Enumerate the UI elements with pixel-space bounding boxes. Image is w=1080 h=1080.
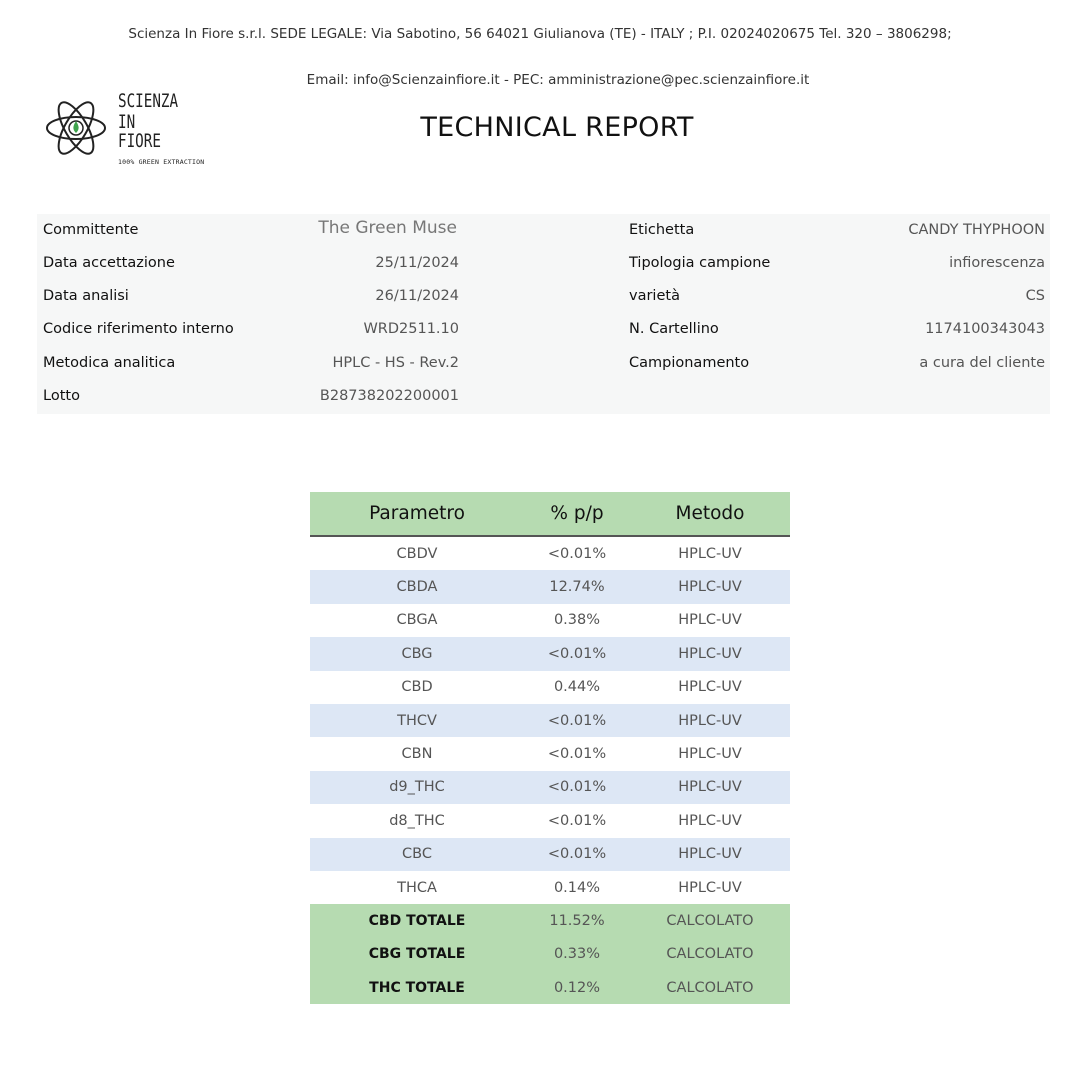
table-row xyxy=(310,838,790,871)
cell-metodo: HPLC-UV xyxy=(678,545,742,562)
cell-metodo: HPLC-UV xyxy=(630,838,790,871)
info-label-campionamento: Campionamento xyxy=(629,355,750,371)
info-label-etichetta: Etichetta xyxy=(629,222,695,238)
cell-parametro: CBG xyxy=(310,637,524,670)
info-value-tipologia: infiorescenza xyxy=(949,255,1045,271)
cell-parametro: CBD TOTALE xyxy=(310,904,524,937)
cell-parametro: THCV xyxy=(310,704,524,737)
cell-parametro: CBDA xyxy=(310,570,524,603)
cell-metodo: HPLC-UV xyxy=(678,812,742,829)
cell-parametro: THCA xyxy=(397,879,437,896)
cell-value: 0.33% xyxy=(524,938,630,971)
results-table xyxy=(310,492,790,1004)
info-label-metodica: Metodica analitica xyxy=(43,355,176,371)
cell-value: 12.74% xyxy=(524,570,630,603)
cell-value: 0.38% xyxy=(553,612,601,629)
header-percent: % p/p xyxy=(524,492,630,536)
info-value-data-analisi: 26/11/2024 xyxy=(375,288,459,304)
total-row xyxy=(310,938,790,971)
table-row xyxy=(310,737,790,770)
cell-value: 0.14% xyxy=(553,879,601,896)
cell-metodo: CALCOLATO xyxy=(630,971,790,1004)
info-label-data-accettazione: Data accettazione xyxy=(43,255,175,271)
header-parametro: Parametro xyxy=(310,492,524,536)
cell-value: <0.01% xyxy=(547,812,607,829)
total-row xyxy=(310,971,790,1004)
info-value-etichetta: CANDY THYPHOON xyxy=(908,222,1045,238)
cell-parametro: CBC xyxy=(310,838,524,871)
cell-metodo: CALCOLATO xyxy=(630,938,790,971)
table-row xyxy=(310,570,790,603)
cell-metodo: HPLC-UV xyxy=(630,704,790,737)
cell-parametro: CBG TOTALE xyxy=(310,938,524,971)
total-row xyxy=(310,904,790,937)
cell-value: <0.01% xyxy=(524,704,630,737)
cell-parametro: CBDV xyxy=(396,545,438,562)
company-contacts: Email: info@Scienzainfiore.it - PEC: amministrazione@pec.scienzainfiore.it xyxy=(306,72,810,88)
cell-metodo: CALCOLATO xyxy=(630,904,790,937)
header-metodo: Metodo xyxy=(630,492,790,536)
results-header-row xyxy=(310,492,790,536)
cell-value: <0.01% xyxy=(524,771,630,804)
logo-word-2: IN FIORE xyxy=(118,111,161,152)
info-value-campionamento: a cura del cliente xyxy=(919,355,1045,371)
cell-parametro: d8_THC xyxy=(389,812,445,829)
cell-value: <0.01% xyxy=(524,637,630,670)
info-value-varieta: CS xyxy=(1025,288,1045,304)
info-label-varieta: varietà xyxy=(629,288,680,304)
cell-metodo: HPLC-UV xyxy=(630,570,790,603)
cell-value: <0.01% xyxy=(547,746,607,763)
table-row xyxy=(310,604,790,637)
info-value-committente: The Green Muse xyxy=(318,218,457,238)
sample-info-panel xyxy=(37,214,1050,414)
cell-value: <0.01% xyxy=(547,545,607,562)
table-row xyxy=(310,637,790,670)
info-label-cartellino: N. Cartellino xyxy=(629,321,719,337)
cell-value: 0.44% xyxy=(553,679,601,696)
company-address: Scienza In Fiore s.r.l. SEDE LEGALE: Via Sabotino, 56 64021 Giulianova (TE) - ITALY ; P.I. 02024020675 Tel. 320 – 3806298; xyxy=(128,26,952,42)
info-label-data-analisi: Data analisi xyxy=(43,288,129,304)
info-value-codice: WRD2511.10 xyxy=(363,321,459,337)
cell-value: 11.52% xyxy=(524,904,630,937)
cell-metodo: HPLC-UV xyxy=(678,612,742,629)
table-row xyxy=(310,871,790,904)
info-label-codice: Codice riferimento interno xyxy=(43,321,234,337)
cell-value: 0.12% xyxy=(524,971,630,1004)
cell-metodo: HPLC-UV xyxy=(678,879,742,896)
info-label-committente: Committente xyxy=(43,222,139,238)
table-row xyxy=(310,771,790,804)
cell-parametro: d9_THC xyxy=(310,771,524,804)
info-value-lotto: B28738202200001 xyxy=(319,388,459,404)
table-row xyxy=(310,671,790,704)
table-row xyxy=(310,704,790,737)
cell-parametro: CBN xyxy=(401,746,433,763)
cell-metodo: HPLC-UV xyxy=(630,771,790,804)
info-value-data-accettazione: 25/11/2024 xyxy=(375,255,459,271)
cell-metodo: HPLC-UV xyxy=(630,637,790,670)
cell-metodo: HPLC-UV xyxy=(678,746,742,763)
cell-value: <0.01% xyxy=(524,838,630,871)
info-label-lotto: Lotto xyxy=(43,388,80,404)
info-value-metodica: HPLC - HS - Rev.2 xyxy=(332,355,459,371)
cell-parametro: CBGA xyxy=(396,612,438,629)
table-row xyxy=(310,536,790,570)
info-label-tipologia: Tipologia campione xyxy=(629,255,771,271)
cell-parametro: CBD xyxy=(401,679,433,696)
info-value-cartellino: 1174100343043 xyxy=(925,321,1045,337)
report-title: TECHNICAL REPORT xyxy=(420,112,694,143)
logo-word-1: SCIENZA xyxy=(118,90,179,112)
table-row xyxy=(310,804,790,837)
logo-tagline: 100% GREEN EXTRACTION xyxy=(118,158,205,166)
cell-parametro: THC TOTALE xyxy=(310,971,524,1004)
cell-metodo: HPLC-UV xyxy=(678,679,742,696)
